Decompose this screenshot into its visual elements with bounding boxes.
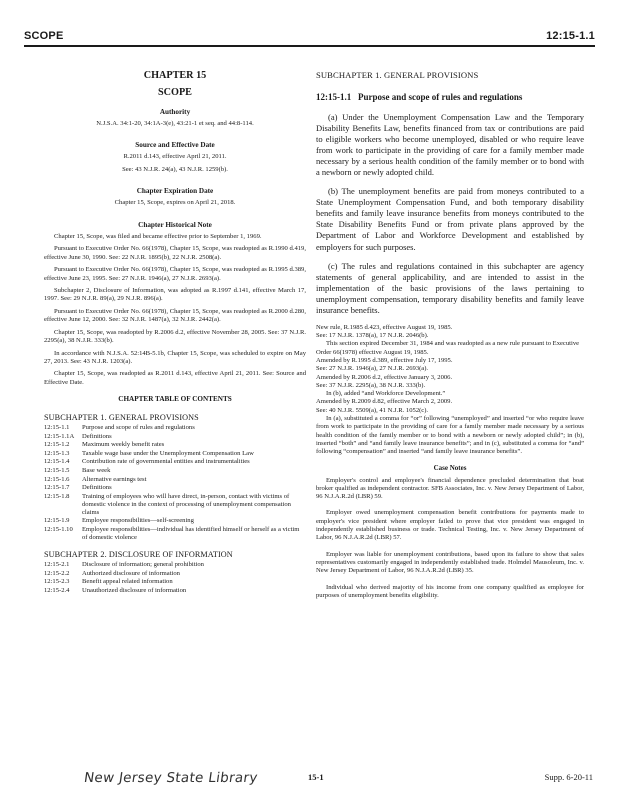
- toc-entry: [44, 424, 306, 432]
- history-note: In accordance with N.J.S.A. 52:14B-5.1b, Chapter 15, Scope, was scheduled to expire on May 27, 2013. See: 43 N.J.R. 1203(a).: [44, 349, 306, 365]
- toc-entry: [44, 517, 306, 525]
- history-line: This section expired December 31, 1984 and was readopted as a new rule pursuant to Executive Order 66(1978) effective August 19, 1985.: [316, 340, 580, 356]
- history-line: Amended by R.1995 d.389, effective July 17, 1995.: [316, 356, 453, 364]
- history-note: Pursuant to Executive Order No. 66(1978), Chapter 15, Scope, was readopted as R.1990 d.419, effective June 30, 1990. See: 22 N.J.R. 1895(b), 22 N.J.R. 2508(a).: [44, 245, 306, 261]
- page-footer: [40, 768, 595, 790]
- expiration-text: Chapter 15, Scope, expires on April 21, 2018.: [114, 199, 236, 207]
- section-title: Purpose and scope of rules and regulations: [358, 92, 523, 102]
- toc-title-text: Base week: [82, 466, 111, 474]
- toc-title: CHAPTER TABLE OF CONTENTS: [118, 395, 232, 404]
- header-right: 12:15-1.1: [546, 30, 595, 42]
- history-note: Pursuant to Executive Order No. 66(1978), Chapter 15, Scope, was readopted as R.1995 d.389, effective June 23, 1995. See: 27 N.J.R. 1946(a), 27 N.J.R. 2693(a).: [44, 266, 306, 282]
- case-note: Employer was liable for unemployment contributions, based upon its failure to show that sales representatives customarily engaged in independently established trade. Holmdel Mausoleum, Inc. v. New Jersey Department of Labor, 96 N.J.A.R.2d (LBR) 35.: [316, 550, 584, 575]
- supplement-date: Supp. 6-20-11: [544, 772, 593, 782]
- toc-num: 12:15-1.6: [44, 475, 70, 483]
- history-note: Chapter 15, Scope, was readopted as R.2011 d.143, effective April 21, 2011. See: Source and Effective Date.: [44, 370, 306, 386]
- section-heading: [316, 92, 584, 102]
- section-history: [316, 324, 584, 457]
- toc-title-text: Authorized disclosure of information: [82, 569, 180, 577]
- toc-entry: [44, 450, 306, 458]
- toc-list-1: [44, 424, 306, 541]
- toc-entry: [44, 441, 306, 449]
- chapter-title: SCOPE: [158, 87, 192, 98]
- header-left: SCOPE: [24, 30, 64, 42]
- case-notes-heading: Case Notes: [433, 463, 467, 472]
- toc-title-text: Employee responsibilities—individual has identified himself or herself as a victim of domestic violence: [82, 525, 300, 541]
- toc-entry: [44, 493, 306, 517]
- running-header: [24, 18, 595, 47]
- history-note: Chapter 15, Scope, was filed and became effective prior to September 1, 1969.: [54, 232, 262, 240]
- toc-title-text: Definitions: [82, 432, 112, 440]
- toc-num: 12:15-2.4: [44, 586, 70, 594]
- toc-num: 12:15-1.1: [44, 424, 70, 432]
- toc-subchapter-1: SUBCHAPTER 1. GENERAL PROVISIONS: [44, 413, 199, 423]
- source-heading: Source and Effective Date: [135, 141, 215, 150]
- toc-subchapter-2: SUBCHAPTER 2. DISCLOSURE OF INFORMATION: [44, 550, 233, 560]
- expiration-heading: Chapter Expiration Date: [136, 187, 214, 196]
- history-line: Amended by R.2006 d.2, effective January 3, 2006.: [316, 373, 453, 381]
- rule-paragraph-a: (a) Under the Unemployment Compensation Law and the Temporary Disability Benefits Law, benefits financed from tax or contributions are paid to eligible workers who become unemployed, disabled or who require leave from work to participate in the providing of care for a family member made necessary by a serious health condition of the family member or to bond with a newborn or newly adopted child.: [316, 112, 584, 178]
- toc-title-text: Taxable wage base under the Unemployment Compensation Law: [82, 449, 254, 457]
- toc-num: 12:15-2.2: [44, 569, 70, 577]
- history-line: See: 40 N.J.R. 5509(a), 41 N.J.R. 1052(c).: [316, 406, 429, 414]
- toc-num: 12:15-1.10: [44, 525, 73, 533]
- toc-title-text: Maximum weekly benefit rates: [82, 441, 165, 449]
- subchapter-heading: SUBCHAPTER 1. GENERAL PROVISIONS: [316, 70, 479, 80]
- toc-title-text: Alternative earnings test: [82, 475, 147, 483]
- case-note: Employer's control and employee's financial dependence precluded determination that boat broker qualified as independent contractor. SFB Associates, Inc. v. New Jersey Department of Labor, 96 N.J.A.R.2d (LBR) 59.: [316, 476, 584, 501]
- toc-entry: [44, 484, 306, 492]
- authority-text: N.J.S.A. 34:1-20, 34:1A-3(e), 43:21-1 et seq. and 44:8-114.: [96, 120, 254, 127]
- toc-num: 12:15-1.5: [44, 466, 70, 474]
- toc-num: 12:15-1.9: [44, 517, 70, 525]
- history-line: See: 17 N.J.R. 1378(a), 17 N.J.R. 2046(b).: [316, 332, 429, 340]
- case-note: Employer owed unemployment compensation benefit contributions for payments made to employer's vice president where employer failed to prove that vice president was engaged in independently established business or trade. Technical Testing, Inc. v. New Jersey Department of Labor, 96 N.J.A.R.2d (LBR) 57.: [316, 509, 584, 542]
- toc-num: 12:15-1.8: [44, 492, 70, 500]
- toc-title-text: Purpose and scope of rules and regulations: [82, 424, 195, 432]
- history-line: In (b), added “and Workforce Development.”: [326, 390, 446, 398]
- history-line: See: 27 N.J.R. 1946(a), 27 N.J.R. 2693(a).: [316, 365, 429, 373]
- toc-title-text: Definitions: [82, 484, 112, 492]
- toc-entry: [44, 578, 306, 586]
- history-line: In (a), substituted a comma for “or” following “unemployed” and inserted “or who require leave from work to participate in the providing of care for a family member made necessary by a serious health condition of the family member or to bond with a newborn or newly adopted child”; in (b), inserted “both” and “and family leave insurance benefits”; and in (c), substituted a comma for “and” following “compensation” and inserted “and family leave insurance benefits”.: [316, 415, 584, 456]
- history-note: Subchapter 2, Disclosure of Information, was adopted as R.1997 d.141, effective March 17, 1997. See: 29 N.J.R. 89(a), 29 N.J.R. 896(a).: [44, 286, 306, 303]
- history-line: See: 37 N.J.R. 2295(a), 38 N.J.R. 333(b).: [316, 381, 426, 389]
- toc-num: 12:15-2.3: [44, 578, 70, 586]
- toc-title-text: Disclosure of information; general prohibition: [82, 561, 204, 569]
- toc-num: 12:15-1.2: [44, 441, 70, 449]
- toc-entry: [44, 561, 306, 569]
- toc-num: 12:15-1.3: [44, 449, 70, 457]
- toc-title-text: Employee responsibilities—self-screening: [82, 517, 194, 525]
- history-line: New rule, R.1985 d.423, effective August 19, 1985.: [316, 323, 453, 331]
- page-number: 15-1: [308, 772, 324, 782]
- toc-title-text: Training of employees who will have direct, in-person, contact with victims of domestic violence in the context of processing of unemployment compensation claims: [82, 492, 291, 516]
- toc-title-text: Contribution rate of governmental entities and instrumentalities: [82, 458, 250, 466]
- history-note: Pursuant to Executive Order No. 66(1978), Chapter 15, Scope, was readopted as R.2000 d.280, effective June 12, 2000. See: 32 N.J.R. 1487(a), 32 N.J.R. 2442(a).: [44, 307, 306, 324]
- rule-paragraph-b: (b) The unemployment benefits are paid from moneys contributed to a State Unemployment Compensation Fund, and both temporary disability benefits and family leave insurance benefits from moneys contributed to the State Disability Benefits Fund or from private plans approved by the Department of Labor and Workforce Development and established by employers for such purposes.: [316, 186, 584, 252]
- toc-entry: [44, 433, 306, 441]
- history-line: Amended by R.2009 d.82, effective March 2, 2009.: [316, 398, 453, 406]
- toc-entry: [44, 476, 306, 484]
- history-note: Chapter 15, Scope, was readopted by R.2006 d.2, effective November 28, 2005. See: 37 N.J.R. 2295(a), 38 N.J.R. 333(b).: [44, 328, 306, 345]
- section-number: 12:15-1.1: [316, 92, 352, 102]
- toc-num: 12:15-1.1A: [44, 432, 75, 440]
- toc-entry: [44, 467, 306, 475]
- case-note: Individual who derived majority of his income from one company qualified as employee for purposes of unemployment benefits eligibility.: [316, 583, 584, 599]
- toc-title-text: Unauthorized disclosure of information: [82, 586, 187, 594]
- toc-entry: [44, 526, 306, 542]
- toc-num: 12:15-1.4: [44, 458, 70, 466]
- toc-entry: [44, 587, 306, 595]
- right-column: [316, 70, 584, 608]
- toc-num: 12:15-1.7: [44, 484, 70, 492]
- toc-num: 12:15-2.1: [44, 561, 70, 569]
- authority-heading: Authority: [159, 108, 191, 116]
- left-column: [44, 70, 306, 595]
- toc-title-text: Benefit appeal related information: [82, 578, 173, 586]
- library-watermark: New Jersey State Library: [82, 770, 259, 786]
- source-text-1: R.2011 d.143, effective April 21, 2011.: [123, 153, 227, 161]
- chapter-number: CHAPTER 15: [143, 70, 207, 81]
- source-text-2: See: 43 N.J.R. 24(a), 43 N.J.R. 1259(b).: [122, 165, 228, 173]
- toc-entry: [44, 458, 306, 466]
- toc-entry: [44, 570, 306, 578]
- rule-paragraph-c: (c) The rules and regulations contained in this subchapter are agency statements of general applicability, and are intended to assist in the implementation of the basic provisions of the laws pertaining to unemployment compensation, temporary disability benefits and family leave insurance benefits.: [316, 260, 584, 315]
- history-heading: Chapter Historical Note: [138, 220, 212, 229]
- toc-list-2: [44, 561, 306, 595]
